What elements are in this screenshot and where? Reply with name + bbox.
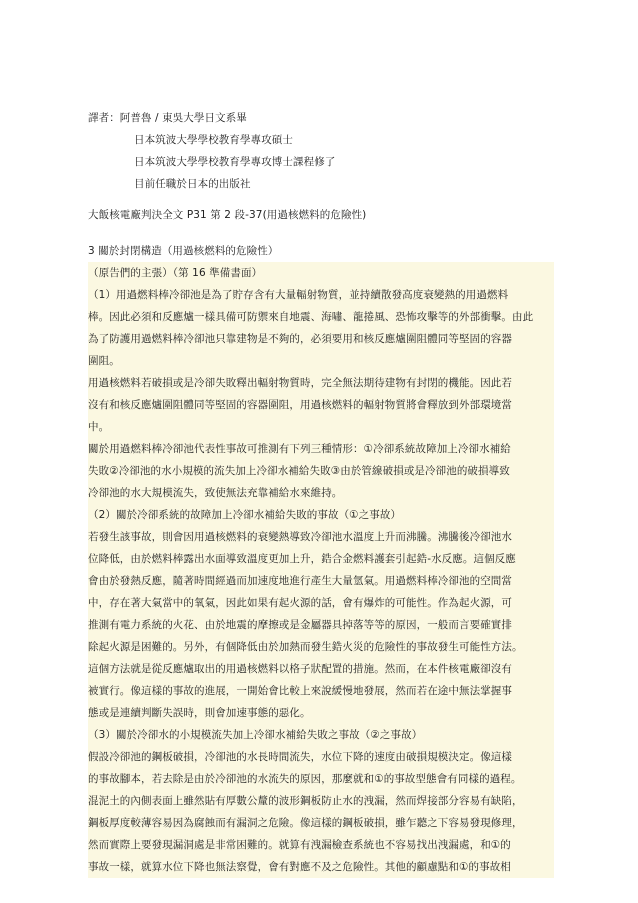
body-line: 圍阻。 bbox=[88, 350, 554, 372]
translator-credential: 日本筑波大學學校教育學專攻博士課程修了 bbox=[134, 156, 336, 168]
body-line: 位降低，由於燃料棒露出水面導致溫度更加上升，鋯合金燃料護套引起鋯-水反應。這個反應 bbox=[88, 548, 554, 570]
body-line: 被實行。像這樣的事故的進展，一開始會比較上來說緩慢地發展，然而若在途中無法掌握事 bbox=[88, 680, 554, 702]
document-heading: 大飯核電廠判決全文 P31 第 2 段-37(用過核燃料的危險性) bbox=[88, 209, 367, 221]
translator-credential: 目前任職於日本的出版社 bbox=[134, 178, 251, 190]
body-line: 用過核燃料若破損或是冷卻失敗釋出輻射物質時，完全無法期待建物有封閉的機能。因此若 bbox=[88, 372, 554, 394]
body-line: 這個方法就是從反應爐取出的用過核燃料以格子狀配置的措施。然而，在本件核電廠卻沒有 bbox=[88, 658, 554, 680]
body-line: 事故一樣，就算水位下降也無法察覺，會有對應不及之危險性。其他的顧慮點和①的事故相 bbox=[88, 856, 554, 878]
body-line: 關於用過燃料棒冷卻池代表性事故可推測有下列三種情形：①冷卻系統故障加上冷卻水補給 bbox=[88, 438, 554, 460]
body-line: 會由於發熱反應，隨著時間經過而加速度地進行產生大量氫氣。用過燃料棒冷卻池的空間當 bbox=[88, 570, 554, 592]
body-line: 中。 bbox=[88, 416, 554, 438]
body-line: 混泥土的內側表面上雖然貼有厚數公釐的波形鋼板防止水的洩漏，然而焊接部分容易有缺陷， bbox=[88, 790, 554, 812]
body-line: 除起火源是困難的。另外，有個降低由於加熱而發生鋯火災的危險性的事故發生可能性方法。 bbox=[88, 636, 554, 658]
body-text bbox=[88, 240, 554, 878]
body-line: 態或是連續判斷失誤時，則會加速事態的惡化。 bbox=[88, 702, 554, 724]
body-line: 然而實際上要發現漏洞處是非常困難的。就算有洩漏檢查系統也不容易找出洩漏處，和①的 bbox=[88, 834, 554, 856]
body-line: （原告們的主張）（第 16 準備書面） bbox=[88, 262, 554, 284]
translator-line: 譯者：阿普魯 / 東吳大學日文系畢 bbox=[88, 112, 247, 124]
body-line: 假設冷卻池的鋼板破損，冷卻池的水長時間流失，水位下降的速度由破損規模決定。像這樣 bbox=[88, 746, 554, 768]
translator-credential: 日本筑波大學學校教育學專攻碩士 bbox=[134, 134, 293, 146]
body-line: 失敗②冷卻池的水小規模的流失加上冷卻水補給失敗③由於管線破損或是冷卻池的破損導致 bbox=[88, 460, 554, 482]
body-line: 若發生該事故，則會因用過核燃料的衰變熱導致冷卻池水溫度上升而沸騰。沸騰後冷卻池水 bbox=[88, 526, 554, 548]
document-heading-block bbox=[88, 204, 554, 226]
body-line: 棒。因此必須和反應爐一樣具備可防禦來自地震、海嘯、龍捲風、恐怖攻擊等的外部衝擊。由此 bbox=[88, 306, 554, 328]
body-line: （1）用過燃料棒冷卻池是為了貯存含有大量輻射物質，並持續散發高度衰變熱的用過燃料 bbox=[88, 284, 554, 306]
body-line: 鋼板厚度較薄容易因為腐蝕而有漏洞之危險。像這樣的鋼板破損，雖乍聽之下容易發現修理， bbox=[88, 812, 554, 834]
body-line: （2）關於冷卻系統的故障加上冷卻水補給失敗的事故（①之事故） bbox=[88, 504, 554, 526]
section-title: 3 關於封閉構造（用過核燃料的危險性） bbox=[88, 245, 279, 257]
body-line: 的事故腳本，若去除是由於冷卻池的水流失的原因，那麼就和①的事故型態會有同樣的過程。 bbox=[88, 768, 554, 790]
body-line: （3）關於冷卻水的小規模流失加上冷卻水補給失敗之事故（②之事故） bbox=[88, 724, 554, 746]
body-line: 中，存在著大氣當中的氧氣，因此如果有起火源的話，會有爆炸的可能性。作為起火源，可 bbox=[88, 592, 554, 614]
body-line: 推測有電力系統的火花、由於地震的摩擦或是金屬器具掉落等等的原因，一般而言要確實排 bbox=[88, 614, 554, 636]
body-line: 沒有和核反應爐圍阻體同等堅固的容器圍阻，用過核燃料的輻射物質將會釋放到外部環境當 bbox=[88, 394, 554, 416]
translator-info bbox=[88, 107, 554, 195]
body-line: 冷卻池的水大規模流失，致使無法充靠補給水來維持。 bbox=[88, 482, 554, 504]
body-line: 為了防護用過燃料棒冷卻池只靠建物是不夠的，必須要用和核反應爐圍阻體同等堅固的容器 bbox=[88, 328, 554, 350]
